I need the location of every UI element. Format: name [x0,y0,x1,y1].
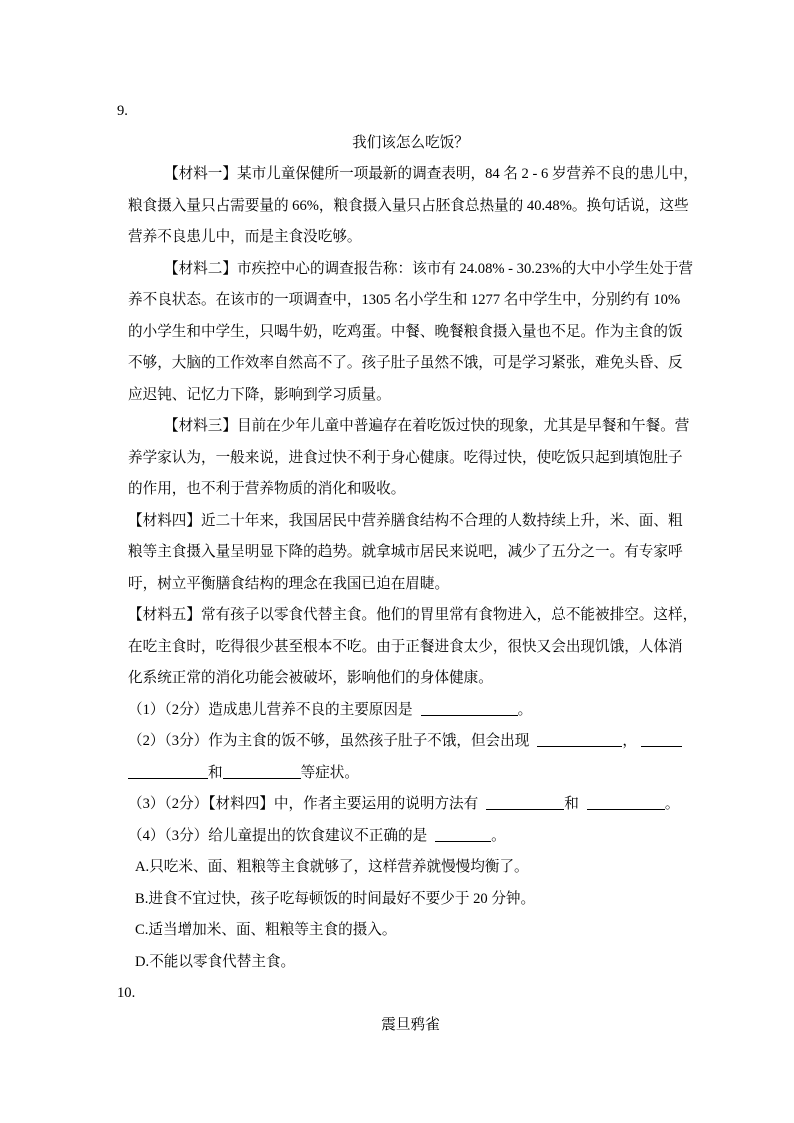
question-3-text: （3）（2分）【材料四】中，作者主要运用的说明方法有 [128,796,479,812]
material-3-line-3-text: 的作用，也不利于营养物质的消化和吸收。 [128,481,406,497]
question-3 [128,789,704,821]
option-a-text: A.只吃米、面、粗粮等主食就够了，这样营养就慢慢均衡了。 [135,859,529,875]
material-5-line-3 [128,663,704,695]
question-3-blank-1 [486,795,564,810]
material-1-line-1 [128,159,704,191]
option-c-text: C.适当增加米、面、粗粮等主食的摄入。 [135,922,397,938]
question-10-number [117,978,704,1010]
material-3-line-1 [128,411,704,443]
material-3-line-2-text: 养学家认为，一般来说，进食过快不利于身心健康。吃得过快，使吃饭只起到填饱肚子 [128,449,683,466]
material-4-line-3 [128,569,704,601]
material-1-line-3-text: 营养不良患儿中，而是主食没吃够。 [128,229,362,245]
material-1-line-3 [128,222,704,254]
material-1-line-2 [128,191,704,223]
material-2-line-3-text: 的小学生和中学生，只喝牛奶，吃鸡蛋。中餐、晚餐粮食摄入量也不足。作为主食的饭 [128,323,683,340]
option-b-text: B.进食不宜过快，孩子吃每顿饭的时间最好不要少于 20 分钟。 [135,890,536,907]
next-passage-title-text: 震旦鸦雀 [381,1016,440,1033]
material-2-line-2-text: 养不良状态。在该市的一项调查中，1305 名小学生和 1277 名中学生中，分别约有 10% [128,292,681,308]
material-1-line-2-text: 粮食摄入量只占需要量的 66%，粮食摄入量只占胚食总热量的 40.48%。换句话说，这些 [128,197,689,214]
option-b [135,884,704,916]
question-2-blank-1 [537,732,622,747]
question-2-and: 和 [208,764,223,781]
option-d-text: D.不能以零食代替主食。 [135,953,296,970]
material-1-line-1-text: 【材料一】某市儿童保健所一项最新的调查表明，84 名 2 - 6 岁营养不良的患儿中， [164,166,698,182]
question-2-line-2 [128,758,704,790]
question-4-text: （4）（3分）给儿童提出的饮食建议不正确的是 [128,827,428,844]
option-c [135,915,704,947]
material-5-line-1 [128,600,704,632]
passage-title [117,128,704,160]
question-2-line-1 [128,726,704,758]
material-5-line-3-text: 化系统正常的消化功能会被破坏，影响他们的身体健康。 [128,670,493,686]
material-3-line-1-text: 【材料三】目前在少年儿童中普遍存在着吃饭过快的现象，尤其是早餐和午餐。营 [164,418,690,434]
next-passage-title [117,1010,704,1042]
material-2-line-1 [128,254,704,286]
question-9-number-text: 9. [117,103,128,119]
question-3-and: 和 [564,796,579,812]
material-2-line-5 [128,380,704,412]
question-2-blank-2-end [128,764,208,779]
material-4-line-2 [128,537,704,569]
material-4-line-2-text: 粮等主食摄入量呈明显下降的趋势。就拿城市居民来说吧，减少了五分之一。有专家呼 [128,544,683,560]
question-2-blank-2-start [641,732,682,747]
question-10-number-text: 10. [117,985,136,1001]
material-2-line-5-text: 应迟钝、记忆力下降，影响到学习质量。 [128,386,391,403]
material-2-line-1-text: 【材料二】市疾控中心的调查报告称：该市有 24.08% - 30.23%的大中小学生处于营 [164,260,694,277]
material-2-line-3 [128,317,704,349]
question-1-text: （1）（2分）造成患儿营养不良的主要原因是 [128,701,413,718]
question-1-blank [421,701,518,716]
question-2-text: （2）（3分）作为主食的饭不够，虽然孩子肚子不饿，但会出现 [128,733,530,749]
question-1 [128,695,704,727]
question-4 [128,821,704,853]
question-3-blank-2 [587,795,665,810]
material-4-line-1 [128,506,704,538]
material-2-line-4-text: 不够，大脑的工作效率自然高不了。孩子肚子虽然不饿，可是学习紧张，难免头昏、反 [128,355,683,371]
material-2-line-2 [128,285,704,317]
material-4-line-1-text: 【材料四】近二十年来，我国居民中营养膳食结构不合理的人数持续上升，米、面、粗 [128,512,683,529]
material-2-line-4 [128,348,704,380]
question-4-period: 。 [491,827,506,844]
option-a [135,852,704,884]
question-2-comma: ， [622,733,637,749]
question-3-period: 。 [664,796,680,812]
material-3-line-2 [128,443,704,475]
option-d [135,947,704,979]
material-4-line-3-text: 吁，树立平衡膳食结构的理念在我国已迫在眉睫。 [128,575,450,592]
passage-title-text: 我们该怎么吃饭？ [352,134,469,151]
question-4-blank [435,827,491,842]
question-2-blank-3 [223,764,301,779]
question-2-tail: 等症状。 [300,764,359,781]
material-5-line-2 [128,632,704,664]
question-1-period: 。 [517,701,533,718]
material-5-line-2-text: 在吃主食时，吃得很少甚至根本不吃。由于正餐进食太少，很快又会出现饥饿，人体消 [128,638,683,655]
material-3-line-3 [128,474,704,506]
question-9-number [117,96,704,128]
material-5-line-1-text: 【材料五】常有孩子以零食代替主食。他们的胃里常有食物进入，总不能被排空。这样， [128,607,698,623]
